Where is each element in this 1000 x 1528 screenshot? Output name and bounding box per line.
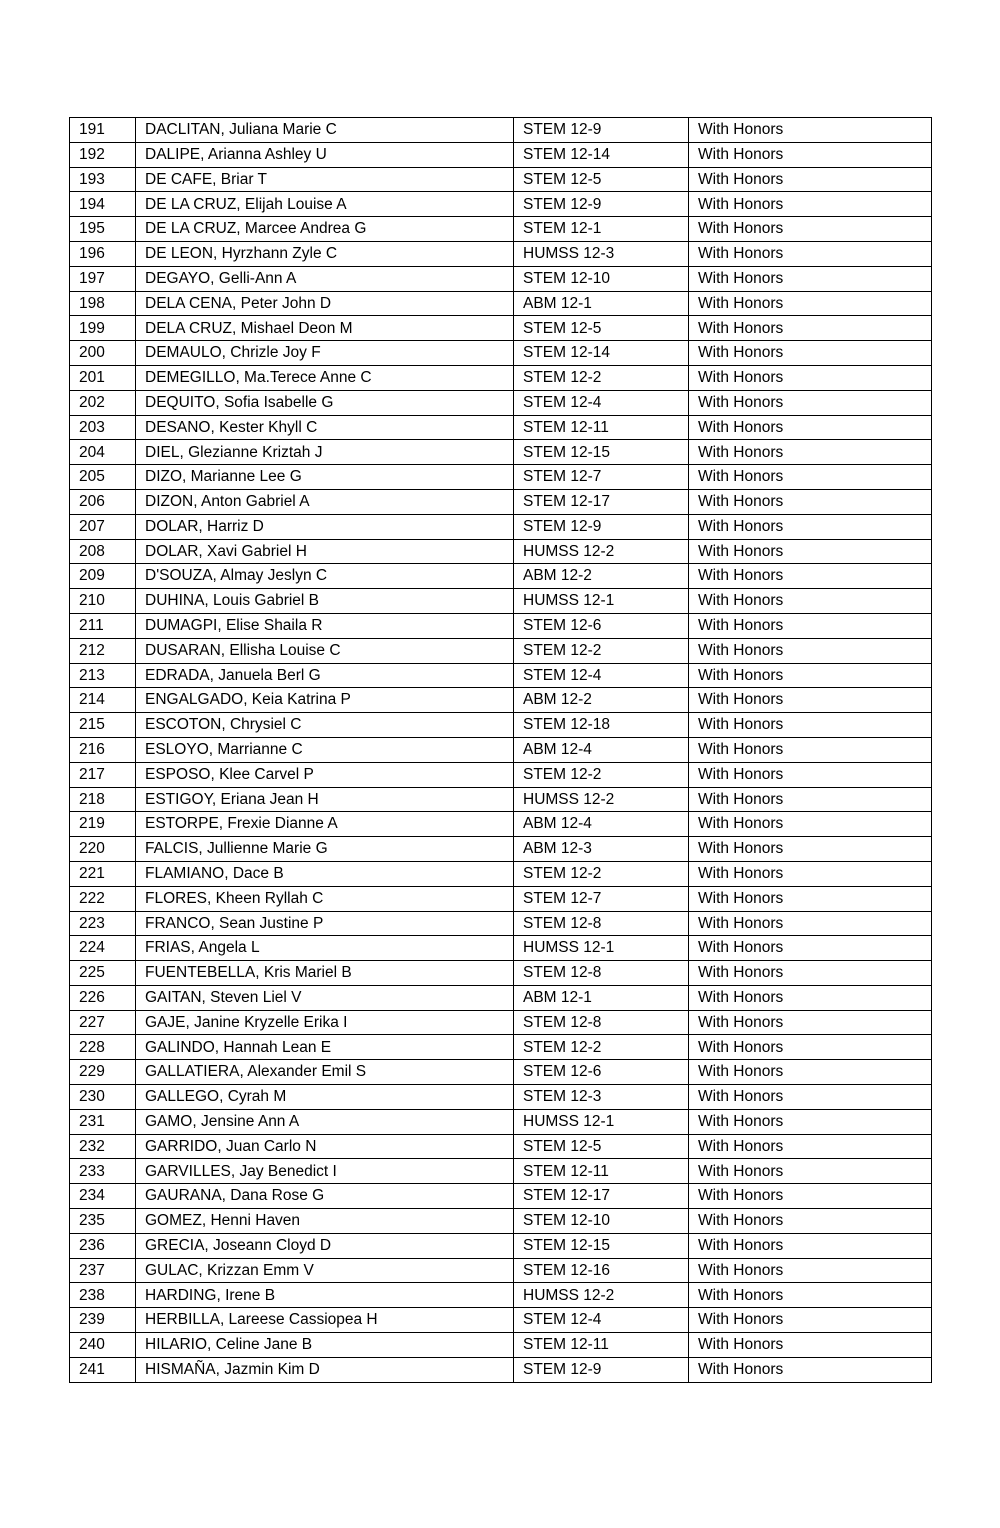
student-name-cell: GALLEGO, Cyrah M bbox=[136, 1085, 514, 1110]
row-number-cell: 237 bbox=[70, 1258, 136, 1283]
award-cell: With Honors bbox=[689, 1109, 932, 1134]
table-row bbox=[70, 489, 932, 514]
award-cell: With Honors bbox=[689, 1085, 932, 1110]
student-name-cell: DE LA CRUZ, Elijah Louise A bbox=[136, 192, 514, 217]
section-cell: HUMSS 12-3 bbox=[514, 241, 689, 266]
row-number-cell: 196 bbox=[70, 241, 136, 266]
row-number-cell: 200 bbox=[70, 341, 136, 366]
award-cell: With Honors bbox=[689, 217, 932, 242]
student-name-cell: ENGALGADO, Keia Katrina P bbox=[136, 688, 514, 713]
student-name-cell: DELA CRUZ, Mishael Deon M bbox=[136, 316, 514, 341]
table-row bbox=[70, 539, 932, 564]
table-row bbox=[70, 390, 932, 415]
award-cell: With Honors bbox=[689, 762, 932, 787]
award-cell: With Honors bbox=[689, 390, 932, 415]
row-number-cell: 220 bbox=[70, 837, 136, 862]
section-cell: STEM 12-6 bbox=[514, 1060, 689, 1085]
row-number-cell: 221 bbox=[70, 861, 136, 886]
award-cell: With Honors bbox=[689, 142, 932, 167]
row-number-cell: 236 bbox=[70, 1233, 136, 1258]
row-number-cell: 239 bbox=[70, 1308, 136, 1333]
student-name-cell: DE LEON, Hyrzhann Zyle C bbox=[136, 241, 514, 266]
award-cell: With Honors bbox=[689, 961, 932, 986]
table-row bbox=[70, 1085, 932, 1110]
row-number-cell: 210 bbox=[70, 589, 136, 614]
table-row bbox=[70, 961, 932, 986]
award-cell: With Honors bbox=[689, 192, 932, 217]
table-row bbox=[70, 911, 932, 936]
student-name-cell: DE CAFE, Briar T bbox=[136, 167, 514, 192]
row-number-cell: 241 bbox=[70, 1357, 136, 1382]
row-number-cell: 240 bbox=[70, 1333, 136, 1358]
row-number-cell: 229 bbox=[70, 1060, 136, 1085]
row-number-cell: 230 bbox=[70, 1085, 136, 1110]
section-cell: STEM 12-2 bbox=[514, 1035, 689, 1060]
table-row bbox=[70, 1333, 932, 1358]
student-name-cell: FRIAS, Angela L bbox=[136, 936, 514, 961]
student-name-cell: GAITAN, Steven Liel V bbox=[136, 985, 514, 1010]
row-number-cell: 223 bbox=[70, 911, 136, 936]
table-row bbox=[70, 1308, 932, 1333]
student-name-cell: DOLAR, Xavi Gabriel H bbox=[136, 539, 514, 564]
row-number-cell: 194 bbox=[70, 192, 136, 217]
student-name-cell: ESPOSO, Klee Carvel P bbox=[136, 762, 514, 787]
table-row bbox=[70, 465, 932, 490]
row-number-cell: 233 bbox=[70, 1159, 136, 1184]
row-number-cell: 231 bbox=[70, 1109, 136, 1134]
section-cell: STEM 12-2 bbox=[514, 365, 689, 390]
section-cell: STEM 12-8 bbox=[514, 1010, 689, 1035]
award-cell: With Honors bbox=[689, 1283, 932, 1308]
student-name-cell: HARDING, Irene B bbox=[136, 1283, 514, 1308]
row-number-cell: 213 bbox=[70, 663, 136, 688]
section-cell: STEM 12-5 bbox=[514, 167, 689, 192]
row-number-cell: 219 bbox=[70, 812, 136, 837]
table-row bbox=[70, 663, 932, 688]
student-name-cell: FRANCO, Sean Justine P bbox=[136, 911, 514, 936]
table-row bbox=[70, 1209, 932, 1234]
student-name-cell: DE LA CRUZ, Marcee Andrea G bbox=[136, 217, 514, 242]
student-name-cell: DUSARAN, Ellisha Louise C bbox=[136, 638, 514, 663]
student-name-cell: GALLATIERA, Alexander Emil S bbox=[136, 1060, 514, 1085]
honors-list-table bbox=[69, 117, 932, 1383]
table-row bbox=[70, 688, 932, 713]
row-number-cell: 203 bbox=[70, 415, 136, 440]
table-row bbox=[70, 985, 932, 1010]
row-number-cell: 227 bbox=[70, 1010, 136, 1035]
row-number-cell: 199 bbox=[70, 316, 136, 341]
award-cell: With Honors bbox=[689, 489, 932, 514]
row-number-cell: 205 bbox=[70, 465, 136, 490]
table-row bbox=[70, 1035, 932, 1060]
award-cell: With Honors bbox=[689, 638, 932, 663]
student-name-cell: GRECIA, Joseann Cloyd D bbox=[136, 1233, 514, 1258]
student-name-cell: GULAC, Krizzan Emm V bbox=[136, 1258, 514, 1283]
award-cell: With Honors bbox=[689, 118, 932, 143]
award-cell: With Honors bbox=[689, 1060, 932, 1085]
award-cell: With Honors bbox=[689, 266, 932, 291]
section-cell: STEM 12-15 bbox=[514, 440, 689, 465]
table-row bbox=[70, 613, 932, 638]
table-row bbox=[70, 118, 932, 143]
student-name-cell: DEGAYO, Gelli-Ann A bbox=[136, 266, 514, 291]
section-cell: HUMSS 12-1 bbox=[514, 1109, 689, 1134]
student-name-cell: ESTIGOY, Eriana Jean H bbox=[136, 787, 514, 812]
award-cell: With Honors bbox=[689, 291, 932, 316]
section-cell: STEM 12-18 bbox=[514, 713, 689, 738]
award-cell: With Honors bbox=[689, 167, 932, 192]
section-cell: STEM 12-14 bbox=[514, 341, 689, 366]
student-name-cell: DEMAULO, Chrizle Joy F bbox=[136, 341, 514, 366]
row-number-cell: 191 bbox=[70, 118, 136, 143]
table-row bbox=[70, 365, 932, 390]
section-cell: STEM 12-6 bbox=[514, 613, 689, 638]
section-cell: ABM 12-4 bbox=[514, 737, 689, 762]
row-number-cell: 209 bbox=[70, 564, 136, 589]
table-row bbox=[70, 1134, 932, 1159]
student-name-cell: DIEL, Glezianne Kriztah J bbox=[136, 440, 514, 465]
row-number-cell: 224 bbox=[70, 936, 136, 961]
student-name-cell: GAJE, Janine Kryzelle Erika I bbox=[136, 1010, 514, 1035]
section-cell: ABM 12-1 bbox=[514, 291, 689, 316]
row-number-cell: 235 bbox=[70, 1209, 136, 1234]
award-cell: With Honors bbox=[689, 1159, 932, 1184]
award-cell: With Honors bbox=[689, 589, 932, 614]
award-cell: With Honors bbox=[689, 1258, 932, 1283]
student-name-cell: FLORES, Kheen Ryllah C bbox=[136, 886, 514, 911]
award-cell: With Honors bbox=[689, 1357, 932, 1382]
row-number-cell: 192 bbox=[70, 142, 136, 167]
award-cell: With Honors bbox=[689, 564, 932, 589]
section-cell: STEM 12-1 bbox=[514, 217, 689, 242]
award-cell: With Honors bbox=[689, 1233, 932, 1258]
table-row bbox=[70, 1233, 932, 1258]
section-cell: STEM 12-2 bbox=[514, 762, 689, 787]
award-cell: With Honors bbox=[689, 1010, 932, 1035]
section-cell: STEM 12-17 bbox=[514, 489, 689, 514]
student-name-cell: DALIPE, Arianna Ashley U bbox=[136, 142, 514, 167]
student-name-cell: D'SOUZA, Almay Jeslyn C bbox=[136, 564, 514, 589]
student-name-cell: EDRADA, Januela Berl G bbox=[136, 663, 514, 688]
row-number-cell: 195 bbox=[70, 217, 136, 242]
award-cell: With Honors bbox=[689, 663, 932, 688]
award-cell: With Honors bbox=[689, 613, 932, 638]
section-cell: ABM 12-4 bbox=[514, 812, 689, 837]
award-cell: With Honors bbox=[689, 713, 932, 738]
table-row bbox=[70, 737, 932, 762]
student-name-cell: FUENTEBELLA, Kris Mariel B bbox=[136, 961, 514, 986]
award-cell: With Honors bbox=[689, 514, 932, 539]
row-number-cell: 197 bbox=[70, 266, 136, 291]
student-name-cell: DUHINA, Louis Gabriel B bbox=[136, 589, 514, 614]
section-cell: STEM 12-2 bbox=[514, 638, 689, 663]
award-cell: With Honors bbox=[689, 911, 932, 936]
student-name-cell: HISMAÑA, Jazmin Kim D bbox=[136, 1357, 514, 1382]
row-number-cell: 222 bbox=[70, 886, 136, 911]
table-row bbox=[70, 142, 932, 167]
row-number-cell: 228 bbox=[70, 1035, 136, 1060]
row-number-cell: 226 bbox=[70, 985, 136, 1010]
award-cell: With Honors bbox=[689, 1134, 932, 1159]
student-name-cell: GAURANA, Dana Rose G bbox=[136, 1184, 514, 1209]
section-cell: STEM 12-5 bbox=[514, 316, 689, 341]
table-row bbox=[70, 266, 932, 291]
row-number-cell: 198 bbox=[70, 291, 136, 316]
row-number-cell: 234 bbox=[70, 1184, 136, 1209]
row-number-cell: 201 bbox=[70, 365, 136, 390]
table-row bbox=[70, 1357, 932, 1382]
section-cell: STEM 12-14 bbox=[514, 142, 689, 167]
student-name-cell: ESCOTON, Chrysiel C bbox=[136, 713, 514, 738]
student-name-cell: ESTORPE, Frexie Dianne A bbox=[136, 812, 514, 837]
table-row bbox=[70, 589, 932, 614]
section-cell: STEM 12-15 bbox=[514, 1233, 689, 1258]
section-cell: HUMSS 12-2 bbox=[514, 539, 689, 564]
table-row bbox=[70, 1258, 932, 1283]
award-cell: With Honors bbox=[689, 787, 932, 812]
student-name-cell: DEMEGILLO, Ma.Terece Anne C bbox=[136, 365, 514, 390]
section-cell: STEM 12-5 bbox=[514, 1134, 689, 1159]
award-cell: With Honors bbox=[689, 365, 932, 390]
section-cell: STEM 12-7 bbox=[514, 465, 689, 490]
award-cell: With Honors bbox=[689, 316, 932, 341]
honors-list-body bbox=[70, 118, 932, 1383]
section-cell: STEM 12-11 bbox=[514, 1159, 689, 1184]
student-name-cell: DIZON, Anton Gabriel A bbox=[136, 489, 514, 514]
student-name-cell: DEQUITO, Sofia Isabelle G bbox=[136, 390, 514, 415]
student-name-cell: GARRIDO, Juan Carlo N bbox=[136, 1134, 514, 1159]
section-cell: STEM 12-7 bbox=[514, 886, 689, 911]
section-cell: STEM 12-10 bbox=[514, 266, 689, 291]
table-row bbox=[70, 812, 932, 837]
student-name-cell: DELA CENA, Peter John D bbox=[136, 291, 514, 316]
section-cell: HUMSS 12-2 bbox=[514, 1283, 689, 1308]
table-row bbox=[70, 936, 932, 961]
student-name-cell: DACLITAN, Juliana Marie C bbox=[136, 118, 514, 143]
student-name-cell: GAMO, Jensine Ann A bbox=[136, 1109, 514, 1134]
student-name-cell: FLAMIANO, Dace B bbox=[136, 861, 514, 886]
section-cell: HUMSS 12-1 bbox=[514, 936, 689, 961]
award-cell: With Honors bbox=[689, 812, 932, 837]
award-cell: With Honors bbox=[689, 886, 932, 911]
student-name-cell: DIZO, Marianne Lee G bbox=[136, 465, 514, 490]
award-cell: With Honors bbox=[689, 861, 932, 886]
table-row bbox=[70, 1060, 932, 1085]
award-cell: With Honors bbox=[689, 440, 932, 465]
student-name-cell: DUMAGPI, Elise Shaila R bbox=[136, 613, 514, 638]
section-cell: STEM 12-9 bbox=[514, 1357, 689, 1382]
section-cell: HUMSS 12-1 bbox=[514, 589, 689, 614]
row-number-cell: 208 bbox=[70, 539, 136, 564]
student-name-cell: ESLOYO, Marrianne C bbox=[136, 737, 514, 762]
row-number-cell: 193 bbox=[70, 167, 136, 192]
row-number-cell: 216 bbox=[70, 737, 136, 762]
table-row bbox=[70, 514, 932, 539]
table-row bbox=[70, 861, 932, 886]
section-cell: STEM 12-4 bbox=[514, 390, 689, 415]
student-name-cell: FALCIS, Jullienne Marie G bbox=[136, 837, 514, 862]
award-cell: With Honors bbox=[689, 985, 932, 1010]
row-number-cell: 218 bbox=[70, 787, 136, 812]
section-cell: STEM 12-4 bbox=[514, 663, 689, 688]
section-cell: STEM 12-16 bbox=[514, 1258, 689, 1283]
table-row bbox=[70, 638, 932, 663]
table-row bbox=[70, 415, 932, 440]
student-name-cell: HERBILLA, Lareese Cassiopea H bbox=[136, 1308, 514, 1333]
award-cell: With Honors bbox=[689, 341, 932, 366]
section-cell: STEM 12-11 bbox=[514, 1333, 689, 1358]
section-cell: STEM 12-3 bbox=[514, 1085, 689, 1110]
table-row bbox=[70, 217, 932, 242]
section-cell: STEM 12-4 bbox=[514, 1308, 689, 1333]
table-row bbox=[70, 1283, 932, 1308]
row-number-cell: 204 bbox=[70, 440, 136, 465]
row-number-cell: 232 bbox=[70, 1134, 136, 1159]
student-name-cell: GOMEZ, Henni Haven bbox=[136, 1209, 514, 1234]
section-cell: STEM 12-17 bbox=[514, 1184, 689, 1209]
student-name-cell: HILARIO, Celine Jane B bbox=[136, 1333, 514, 1358]
award-cell: With Honors bbox=[689, 737, 932, 762]
section-cell: STEM 12-9 bbox=[514, 118, 689, 143]
award-cell: With Honors bbox=[689, 936, 932, 961]
table-row bbox=[70, 886, 932, 911]
table-row bbox=[70, 564, 932, 589]
table-row bbox=[70, 1109, 932, 1134]
section-cell: STEM 12-8 bbox=[514, 961, 689, 986]
award-cell: With Honors bbox=[689, 1035, 932, 1060]
award-cell: With Honors bbox=[689, 1209, 932, 1234]
table-row bbox=[70, 713, 932, 738]
section-cell: STEM 12-11 bbox=[514, 415, 689, 440]
row-number-cell: 214 bbox=[70, 688, 136, 713]
award-cell: With Honors bbox=[689, 241, 932, 266]
row-number-cell: 202 bbox=[70, 390, 136, 415]
section-cell: HUMSS 12-2 bbox=[514, 787, 689, 812]
student-name-cell: GALINDO, Hannah Lean E bbox=[136, 1035, 514, 1060]
table-row bbox=[70, 762, 932, 787]
table-row bbox=[70, 167, 932, 192]
award-cell: With Honors bbox=[689, 1333, 932, 1358]
table-row bbox=[70, 1184, 932, 1209]
table-row bbox=[70, 787, 932, 812]
section-cell: ABM 12-3 bbox=[514, 837, 689, 862]
table-row bbox=[70, 241, 932, 266]
award-cell: With Honors bbox=[689, 415, 932, 440]
section-cell: STEM 12-9 bbox=[514, 192, 689, 217]
table-row bbox=[70, 1010, 932, 1035]
section-cell: ABM 12-2 bbox=[514, 688, 689, 713]
section-cell: STEM 12-9 bbox=[514, 514, 689, 539]
table-row bbox=[70, 316, 932, 341]
table-row bbox=[70, 837, 932, 862]
row-number-cell: 211 bbox=[70, 613, 136, 638]
section-cell: STEM 12-2 bbox=[514, 861, 689, 886]
table-row bbox=[70, 291, 932, 316]
row-number-cell: 217 bbox=[70, 762, 136, 787]
student-name-cell: DESANO, Kester Khyll C bbox=[136, 415, 514, 440]
section-cell: ABM 12-2 bbox=[514, 564, 689, 589]
row-number-cell: 212 bbox=[70, 638, 136, 663]
row-number-cell: 225 bbox=[70, 961, 136, 986]
award-cell: With Honors bbox=[689, 465, 932, 490]
award-cell: With Honors bbox=[689, 688, 932, 713]
award-cell: With Honors bbox=[689, 1308, 932, 1333]
row-number-cell: 238 bbox=[70, 1283, 136, 1308]
table-row bbox=[70, 341, 932, 366]
row-number-cell: 206 bbox=[70, 489, 136, 514]
section-cell: ABM 12-1 bbox=[514, 985, 689, 1010]
award-cell: With Honors bbox=[689, 837, 932, 862]
student-name-cell: DOLAR, Harriz D bbox=[136, 514, 514, 539]
student-name-cell: GARVILLES, Jay Benedict I bbox=[136, 1159, 514, 1184]
table-row bbox=[70, 192, 932, 217]
row-number-cell: 207 bbox=[70, 514, 136, 539]
section-cell: STEM 12-10 bbox=[514, 1209, 689, 1234]
award-cell: With Honors bbox=[689, 1184, 932, 1209]
table-row bbox=[70, 440, 932, 465]
award-cell: With Honors bbox=[689, 539, 932, 564]
section-cell: STEM 12-8 bbox=[514, 911, 689, 936]
table-row bbox=[70, 1159, 932, 1184]
row-number-cell: 215 bbox=[70, 713, 136, 738]
